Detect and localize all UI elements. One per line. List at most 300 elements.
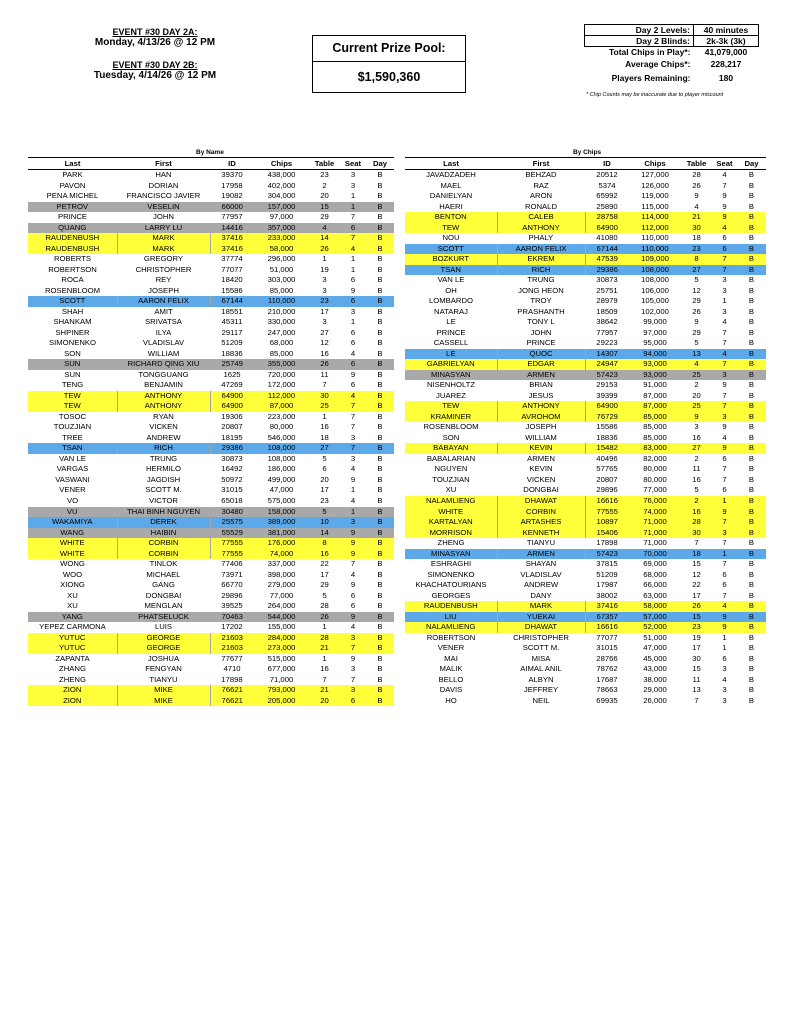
chips-cell: 247,000	[267, 327, 296, 337]
first-name-cell: AIMAL ANIL	[520, 664, 562, 674]
chips-cell: 87,000	[254, 401, 309, 412]
player-id-cell: 17958	[221, 180, 243, 190]
seat-number-cell: 3	[350, 306, 356, 316]
players-remaining-label: Players Remaining:	[611, 72, 691, 83]
seat-number-cell: 3	[712, 528, 737, 539]
last-name-cell: SHAH	[61, 306, 84, 316]
table-row	[28, 265, 394, 276]
day-cell: B	[377, 212, 383, 222]
player-id-cell: 57765	[596, 464, 618, 474]
seat-number-cell: 3	[722, 306, 727, 316]
chips-cell: 223,000	[267, 411, 296, 421]
chips-cell: 43,000	[643, 664, 667, 674]
player-id-cell: 25751	[596, 285, 618, 295]
player-id-cell: 4710	[223, 664, 241, 674]
player-id-cell: 18195	[221, 432, 243, 442]
seat-number-cell: 3	[722, 685, 727, 695]
day-cell: B	[377, 411, 383, 421]
last-name-cell: SIMONENKO	[427, 569, 475, 579]
table-row	[405, 559, 766, 570]
player-id-cell: 77406	[221, 559, 243, 569]
table-number-cell: 12	[692, 285, 701, 295]
player-id-cell: 25575	[210, 517, 254, 528]
day-cell: B	[366, 528, 394, 539]
chips-cell: 109,000	[629, 254, 681, 265]
first-name-cell: JOHN	[530, 327, 552, 337]
first-name-cell: CHRISTOPHER	[135, 264, 192, 274]
day-cell: B	[377, 180, 383, 190]
player-id-cell: 21603	[210, 633, 254, 644]
table-row	[28, 380, 394, 391]
table-number-cell: 13	[692, 685, 701, 695]
table-number-cell: 23	[681, 622, 712, 633]
first-name-cell: BENJAMIN	[144, 380, 183, 390]
players-remaining-value: 180	[718, 72, 734, 83]
seat-number-cell: 6	[350, 380, 356, 390]
seat-number-cell: 9	[350, 285, 356, 295]
seat-number-cell: 1	[350, 254, 356, 264]
chips-cell: 77,000	[269, 590, 294, 600]
player-id-cell: 15586	[596, 422, 618, 432]
player-id-cell: 55529	[210, 528, 254, 539]
chips-cell: 402,000	[267, 180, 296, 190]
day-cell: B	[748, 653, 755, 663]
first-name-cell: MARK	[117, 244, 210, 255]
table-row	[28, 244, 394, 255]
last-name-cell: NOU	[442, 233, 460, 243]
last-name-cell: LE	[405, 349, 497, 360]
seat-number-cell: 9	[712, 212, 737, 223]
table-row	[28, 507, 394, 518]
day-cell: B	[366, 696, 394, 707]
first-name-cell: GEORGE	[117, 633, 210, 644]
column-header-last-name: Last	[28, 158, 117, 170]
chips-cell: 97,000	[643, 327, 667, 337]
day-cell: B	[748, 632, 755, 642]
first-name-cell: PHATSELUCK	[117, 612, 210, 623]
player-id-cell: 76729	[585, 412, 629, 423]
day-cell: B	[748, 422, 755, 432]
chips-cell: 279,000	[267, 580, 296, 590]
first-name-cell: KEVIN	[529, 464, 553, 474]
player-id-cell: 57423	[585, 549, 629, 560]
chips-cell: 176,000	[254, 538, 309, 549]
table-row	[28, 191, 394, 202]
chips-cell: 273,000	[254, 643, 309, 654]
table-number-cell: 29	[692, 296, 701, 306]
seat-number-cell: 7	[712, 401, 737, 412]
table-row	[28, 664, 394, 675]
table-number-cell: 2	[322, 180, 327, 190]
table-number-cell: 12	[320, 338, 329, 348]
last-name-cell: WONG	[60, 559, 85, 569]
player-id-cell: 29117	[221, 327, 243, 337]
by-chips-label: By Chips	[573, 149, 602, 156]
player-id-cell: 19082	[221, 191, 243, 201]
day-cell: B	[377, 191, 383, 201]
first-name-cell: THAI BINH NGUYEN	[117, 507, 210, 518]
table-number-cell: 5	[694, 485, 699, 495]
table-row	[28, 601, 394, 612]
table-number-cell: 27	[681, 265, 712, 276]
first-name-cell: DHAWAT	[497, 496, 585, 507]
last-name-cell: PRINCE	[57, 212, 88, 222]
table-number-cell: 13	[681, 349, 712, 360]
seat-number-cell: 6	[340, 223, 366, 234]
chips-cell: 47,000	[269, 485, 294, 495]
first-name-cell: RICH	[497, 265, 585, 276]
first-name-cell: ANTHONY	[497, 223, 585, 234]
table-number-cell: 28	[681, 517, 712, 528]
player-id-cell: 64900	[585, 223, 629, 234]
table-number-cell: 5	[322, 590, 327, 600]
seat-number-cell: 6	[722, 453, 727, 463]
first-name-cell: FRANCISCO JAVIER	[126, 191, 201, 201]
chips-cell: 58,000	[254, 244, 309, 255]
player-id-cell: 29896	[596, 485, 618, 495]
blinds-value: 2k-3k (3k)	[694, 36, 759, 47]
first-name-cell: VICKEN	[149, 422, 178, 432]
player-id-cell: 66000	[210, 202, 254, 213]
seat-number-cell: 7	[712, 359, 737, 370]
table-row	[405, 254, 766, 265]
last-name-cell: BELLO	[438, 674, 464, 684]
day-cell: B	[748, 643, 755, 653]
seat-number-cell: 7	[350, 674, 356, 684]
seat-number-cell: 6	[350, 327, 356, 337]
seat-number-cell: 7	[722, 180, 727, 190]
table-row	[28, 549, 394, 560]
table-number-cell: 18	[692, 233, 701, 243]
first-name-cell: MARK	[497, 601, 585, 612]
table-number-cell: 22	[320, 559, 329, 569]
table-number-cell: 5	[309, 507, 340, 518]
player-id-cell: 25890	[596, 201, 618, 211]
seat-number-cell: 3	[350, 432, 356, 442]
last-name-cell: TEW	[405, 223, 497, 234]
first-name-cell: AVROHOM	[497, 412, 585, 423]
player-id-cell: 14416	[210, 223, 254, 234]
table-row	[28, 422, 394, 433]
total-chips-label: Total Chips in Play*:	[608, 47, 691, 57]
player-id-cell: 77555	[585, 507, 629, 518]
day-cell: B	[748, 285, 755, 295]
day-cell: B	[366, 517, 394, 528]
player-id-cell: 14307	[585, 349, 629, 360]
last-name-cell: MAI	[444, 653, 458, 663]
last-name-cell: ROBERTSON	[48, 264, 97, 274]
table-number-cell: 30	[681, 528, 712, 539]
last-name-cell: HO	[445, 695, 457, 705]
first-name-cell: LARRY LU	[117, 223, 210, 234]
first-name-cell: YUEKAI	[497, 612, 585, 623]
table-row	[405, 570, 766, 581]
table-row	[28, 485, 394, 496]
player-id-cell: 18836	[221, 348, 243, 358]
first-name-cell: TRUNG	[527, 275, 555, 285]
table-row	[28, 433, 394, 444]
player-id-cell: 39399	[596, 390, 618, 400]
chips-cell: 68,000	[269, 338, 294, 348]
first-name-cell: ARTASHES	[497, 517, 585, 528]
player-id-cell: 40496	[596, 453, 618, 463]
table-row	[405, 349, 766, 360]
first-name-cell: CALEB	[497, 212, 585, 223]
column-header-last-name: Last	[405, 158, 497, 170]
table-row	[28, 612, 394, 623]
table-number-cell: 20	[309, 696, 340, 707]
table-row	[405, 233, 766, 244]
day-cell: B	[377, 464, 383, 474]
chips-cell: 108,000	[267, 453, 296, 463]
player-id-cell: 29386	[585, 265, 629, 276]
table-number-cell: 4	[681, 359, 712, 370]
table-number-cell: 29	[320, 212, 329, 222]
seat-number-cell: 9	[350, 474, 356, 484]
table-number-cell: 17	[692, 590, 701, 600]
player-id-cell: 38642	[596, 317, 618, 327]
last-name-cell: NALAMLIENG	[405, 622, 497, 633]
last-name-cell: TEW	[28, 391, 117, 402]
seat-number-cell: 6	[722, 569, 727, 579]
player-id-cell: 67144	[210, 296, 254, 307]
last-name-cell: TOUZJIAN	[432, 474, 470, 484]
first-name-cell: MIKE	[117, 685, 210, 696]
player-id-cell: 18420	[221, 275, 243, 285]
last-name-cell: VENER	[437, 643, 465, 653]
first-name-cell: KEVIN	[497, 443, 585, 454]
first-name-cell: MISA	[531, 653, 551, 663]
table-number-cell: 6	[322, 464, 327, 474]
table-row	[28, 328, 394, 339]
player-id-cell: 51209	[221, 338, 243, 348]
day-cell: B	[748, 327, 755, 337]
day-cell: B	[737, 370, 766, 381]
last-name-cell: SHANKAM	[53, 317, 92, 327]
chips-cell: 110,000	[629, 244, 681, 255]
seat-number-cell: 9	[722, 191, 727, 201]
chips-cell: 108,000	[254, 443, 309, 454]
table-row	[405, 696, 766, 707]
last-name-cell: SUN	[28, 359, 117, 370]
table-number-cell: 29	[692, 327, 701, 337]
player-id-cell: 73971	[221, 569, 243, 579]
first-name-cell: TINLOK	[149, 559, 178, 569]
chips-cell: 264,000	[267, 601, 296, 611]
last-name-cell: BOZKURT	[405, 254, 497, 265]
player-id-cell: 50972	[221, 474, 243, 484]
chips-cell: 87,000	[643, 390, 667, 400]
first-name-cell: VLADISLAV	[142, 338, 185, 348]
table-number-cell: 17	[320, 485, 329, 495]
first-name-cell: JOSHUA	[147, 653, 180, 663]
day-cell: B	[377, 264, 383, 274]
chips-cell: 26,000	[643, 695, 667, 705]
by-chips-table	[405, 157, 766, 706]
chips-cell: 115,000	[641, 201, 669, 211]
first-name-cell: JOSEPH	[148, 285, 179, 295]
table-number-cell: 11	[692, 464, 701, 474]
first-name-cell: ARMEN	[497, 549, 585, 560]
chips-cell: 304,000	[267, 191, 296, 201]
chips-cell: 157,000	[254, 202, 309, 213]
first-name-cell: TRUNG	[149, 453, 178, 463]
table-row	[405, 528, 766, 539]
chips-cell: 720,000	[267, 369, 296, 379]
player-id-cell: 77077	[596, 632, 618, 642]
seat-number-cell: 7	[712, 517, 737, 528]
table-row	[28, 675, 394, 686]
table-number-cell: 15	[681, 612, 712, 623]
first-name-cell: VESELIN	[117, 202, 210, 213]
table-number-cell: 1	[322, 653, 327, 663]
first-name-cell: KENNETH	[497, 528, 585, 539]
table-number-cell: 23	[320, 495, 329, 505]
player-id-cell: 30873	[221, 453, 243, 463]
table-number-cell: 11	[692, 674, 701, 684]
day-cell: B	[377, 306, 383, 316]
player-id-cell: 17987	[596, 580, 618, 590]
table-row	[405, 464, 766, 475]
table-number-cell: 18	[320, 432, 329, 442]
seat-number-cell: 3	[722, 664, 727, 674]
last-name-cell: MINASYAN	[405, 549, 497, 560]
table-number-cell: 15	[692, 559, 701, 569]
seat-number-cell: 9	[722, 201, 727, 211]
player-id-cell: 51209	[596, 569, 618, 579]
first-name-cell: NEIL	[532, 695, 550, 705]
first-name-cell: EKREM	[497, 254, 585, 265]
chips-cell: 29,000	[643, 685, 667, 695]
chips-cell: 83,000	[629, 443, 681, 454]
day-cell: B	[366, 233, 394, 244]
table-row	[405, 664, 766, 675]
last-name-cell: TSAN	[28, 443, 117, 454]
first-name-cell: AMIT	[154, 306, 173, 316]
seat-number-cell: 1	[350, 485, 356, 495]
seat-number-cell: 6	[350, 275, 356, 285]
last-name-cell: PENA MICHEL	[46, 191, 99, 201]
chips-cell: 38,000	[643, 674, 667, 684]
last-name-cell: MALIK	[439, 664, 463, 674]
by-name-label: By Name	[196, 149, 224, 156]
last-name-cell: GABRIELYAN	[405, 359, 497, 370]
day-cell: B	[748, 485, 755, 495]
table-number-cell: 15	[692, 664, 701, 674]
day-cell: B	[748, 695, 755, 705]
table-row	[405, 549, 766, 560]
day-cell: B	[748, 685, 755, 695]
day-cell: B	[366, 549, 394, 560]
day-cell: B	[748, 674, 755, 684]
last-name-cell: ZAPANTA	[55, 653, 90, 663]
day-cell: B	[737, 265, 766, 276]
day-cell: B	[366, 507, 394, 518]
chips-cell: 108,000	[641, 275, 669, 285]
day-cell: B	[366, 643, 394, 654]
chips-cell: 398,000	[267, 569, 296, 579]
table-row	[405, 380, 766, 391]
seat-number-cell: 7	[722, 474, 727, 484]
seat-number-cell: 9	[340, 538, 366, 549]
chips-cell: 80,000	[643, 464, 667, 474]
last-name-cell: RAUDENBUSH	[28, 244, 117, 255]
player-id-cell: 41080	[596, 233, 618, 243]
chips-cell: 85,000	[269, 348, 294, 358]
last-name-cell: TEW	[405, 401, 497, 412]
day-cell: B	[377, 601, 383, 611]
last-name-cell: MINASYAN	[405, 370, 497, 381]
day-cell: B	[377, 485, 383, 495]
chips-cell: 112,000	[254, 391, 309, 402]
last-name-cell: LOMBARDO	[429, 296, 473, 306]
table-row	[28, 654, 394, 665]
player-id-cell: 38002	[596, 590, 618, 600]
first-name-cell: SCOTT M.	[145, 485, 182, 495]
first-name-cell: MIKE	[117, 696, 210, 707]
day-cell: B	[377, 653, 383, 663]
chips-cell: 68,000	[643, 569, 667, 579]
table-row	[405, 485, 766, 496]
first-name-cell: BRIAN	[529, 380, 553, 390]
day-cell: B	[377, 369, 383, 379]
chips-cell: 337,000	[267, 559, 296, 569]
table-number-cell: 7	[322, 380, 327, 390]
seat-number-cell: 6	[712, 244, 737, 255]
chips-cell: 102,000	[641, 306, 669, 316]
table-number-cell: 21	[309, 643, 340, 654]
seat-number-cell: 9	[712, 443, 737, 454]
chips-cell: 99,000	[643, 317, 667, 327]
player-id-cell: 77077	[221, 264, 243, 274]
day-cell: B	[377, 580, 383, 590]
table-number-cell: 2	[694, 453, 699, 463]
chips-cell: 515,000	[267, 653, 296, 663]
first-name-cell: VICKEN	[526, 474, 556, 484]
chips-cell: 93,000	[629, 370, 681, 381]
first-name-cell: DANY	[530, 590, 552, 600]
first-name-cell: DONGBAI	[145, 590, 182, 600]
seat-number-cell: 1	[350, 264, 356, 274]
table-number-cell: 25	[309, 401, 340, 412]
table-number-cell: 4	[694, 201, 699, 211]
chips-cell: 296,000	[267, 254, 296, 264]
last-name-cell: WHITE	[28, 549, 117, 560]
player-id-cell: 47539	[585, 254, 629, 265]
table-number-cell: 20	[320, 191, 329, 201]
table-row	[28, 359, 394, 370]
chips-cell: 80,000	[269, 422, 294, 432]
table-number-cell: 26	[309, 612, 340, 623]
seat-number-cell: 3	[340, 517, 366, 528]
first-name-cell: ARMEN	[497, 370, 585, 381]
table-number-cell: 17	[320, 569, 329, 579]
first-name-cell: VICTOR	[149, 495, 178, 505]
first-name-cell: RONALD	[524, 201, 558, 211]
table-row	[28, 475, 394, 486]
day-cell: B	[737, 212, 766, 223]
last-name-cell: VARGAS	[56, 464, 89, 474]
table-row	[28, 643, 394, 654]
player-id-cell: 77677	[221, 653, 243, 663]
player-id-cell: 37416	[210, 233, 254, 244]
day-cell: B	[377, 474, 383, 484]
table-number-cell: 4	[309, 223, 340, 234]
table-number-cell: 26	[692, 180, 701, 190]
player-id-cell: 10897	[585, 517, 629, 528]
day-cell: B	[377, 569, 383, 579]
first-name-cell: GREGORY	[143, 254, 184, 264]
